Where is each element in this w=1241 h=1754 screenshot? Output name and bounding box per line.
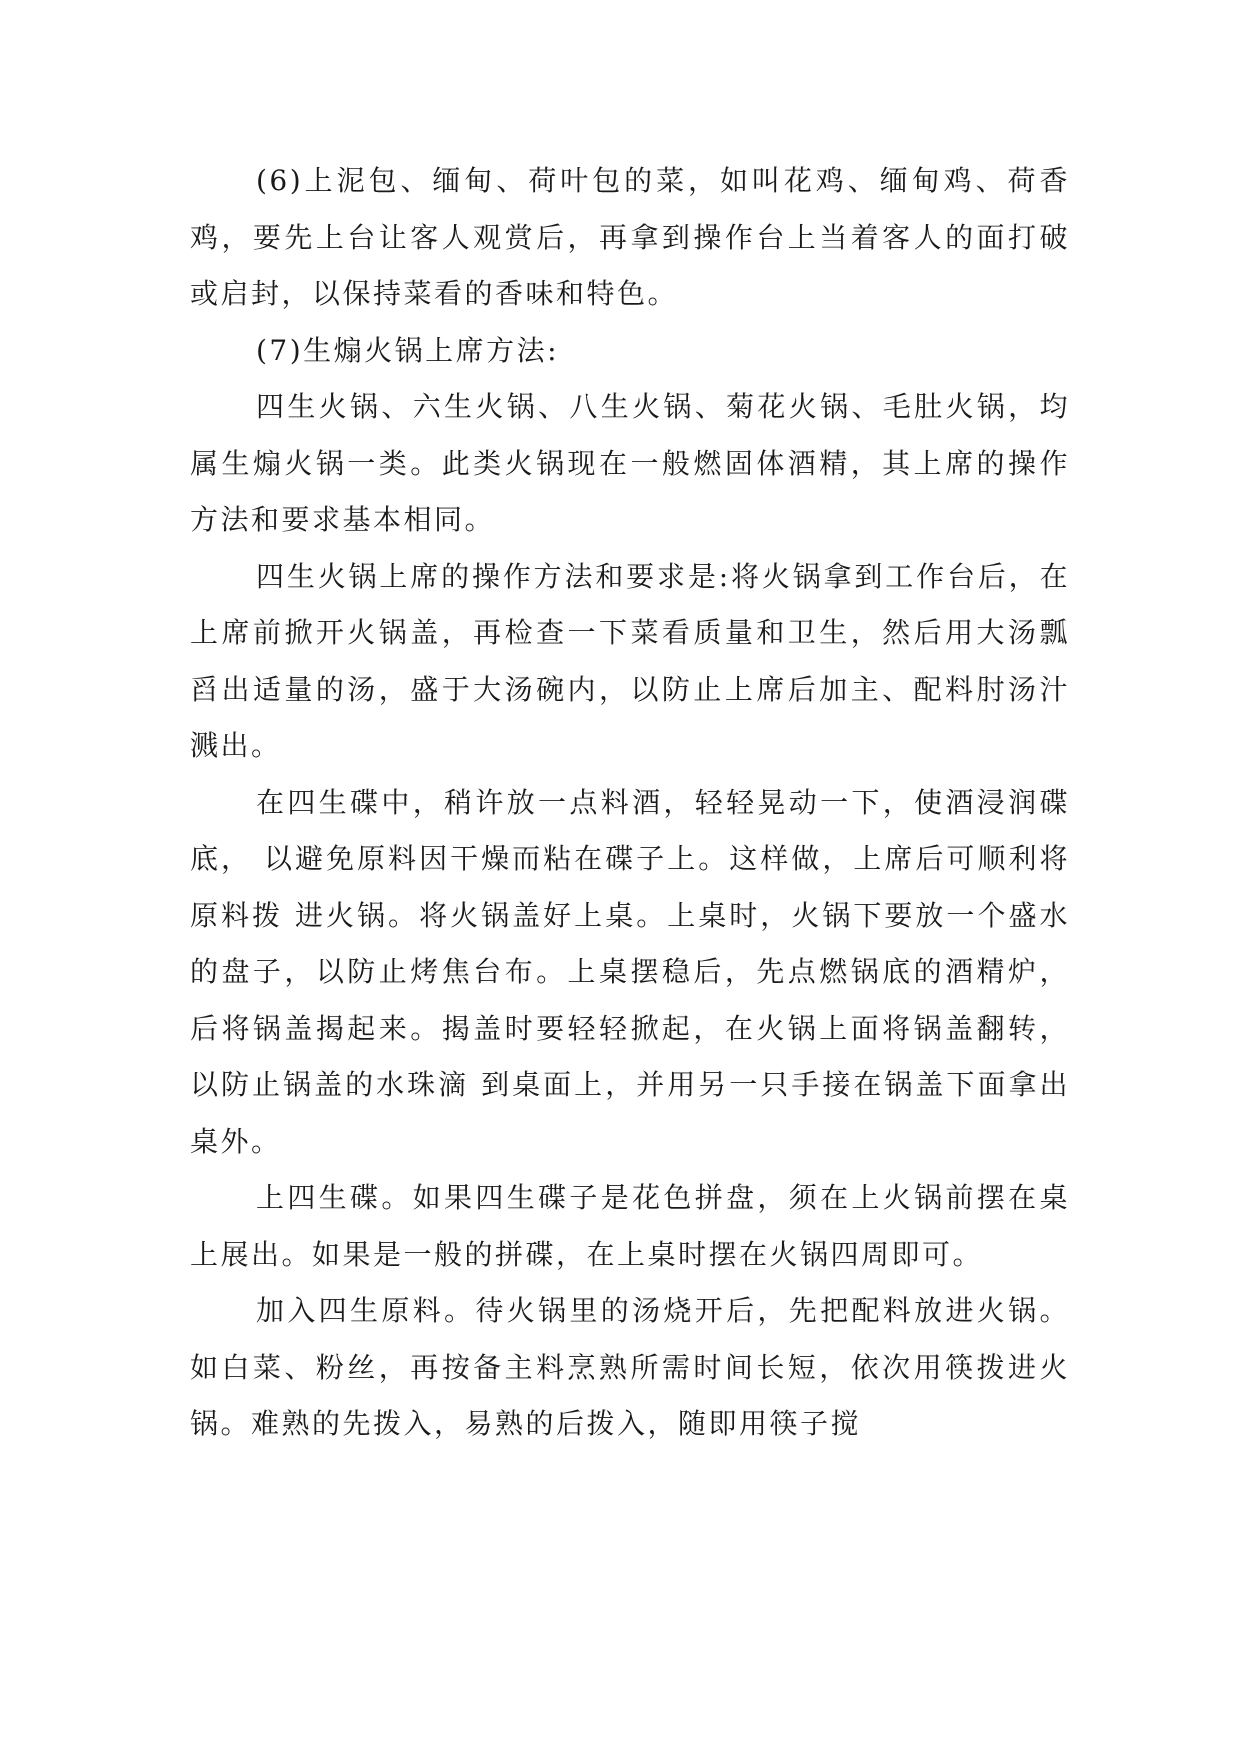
paragraph-1: (6)上泥包、缅甸、荷叶包的菜，如叫花鸡、缅甸鸡、荷香鸡，要先上台让客人观赏后，再拿到操作台上当着客人的面打破或启封，以保持菜看的香味和特色。	[190, 164, 1070, 310]
body-text	[190, 153, 1070, 1453]
paragraph-2: (7)生煽火锅上席方法:	[256, 333, 560, 367]
paragraph-6: 上四生碟。如果四生碟子是花色拼盘，须在上火锅前摆在桌上展出。如果是一般的拼碟，在上桌时摆在火锅四周即可。	[190, 1181, 1070, 1271]
paragraph-7: 加入四生原料。待火锅里的汤烧开后，先把配料放进火锅。如白菜、粉丝，再按备主料烹熟所需时间长短，依次用筷拨进火锅。难熟的先拨入，易熟的后拨入，随即用筷子搅	[190, 1294, 1070, 1440]
paragraph-3: 四生火锅、六生火锅、八生火锅、菊花火锅、毛肚火锅，均属生煽火锅一类。此类火锅现在一般燃固体酒精，其上席的操作方法和要求基本相同。	[190, 390, 1070, 536]
paragraph-4: 四生火锅上席的操作方法和要求是:将火锅拿到工作台后，在 上席前掀开火锅盖，再检查一下菜看质量和卫生，然后用大汤瓢舀出适量的汤，盛于大汤碗内，以防止上席后加主、配料肘汤汁溅出。	[190, 559, 1070, 762]
paragraph-5: 在四生碟中，稍许放一点料酒，轻轻晃动一下，使酒浸润碟底， 以避免原料因干燥而粘在碟子上。这样做，上席后可顺利将原料拨 进火锅。将火锅盖好上桌。上桌时，火锅下要放一个盛水的盘子，以防止烤焦台布。上桌摆稳后，先点燃锅底的酒精炉，后将锅盖揭起来。揭盖时要轻轻掀起，在火锅上面将锅盖翻转，以防止锅盖的水珠滴 到桌面上，并用另一只手接在锅盖下面拿出桌外。	[190, 785, 1070, 1158]
